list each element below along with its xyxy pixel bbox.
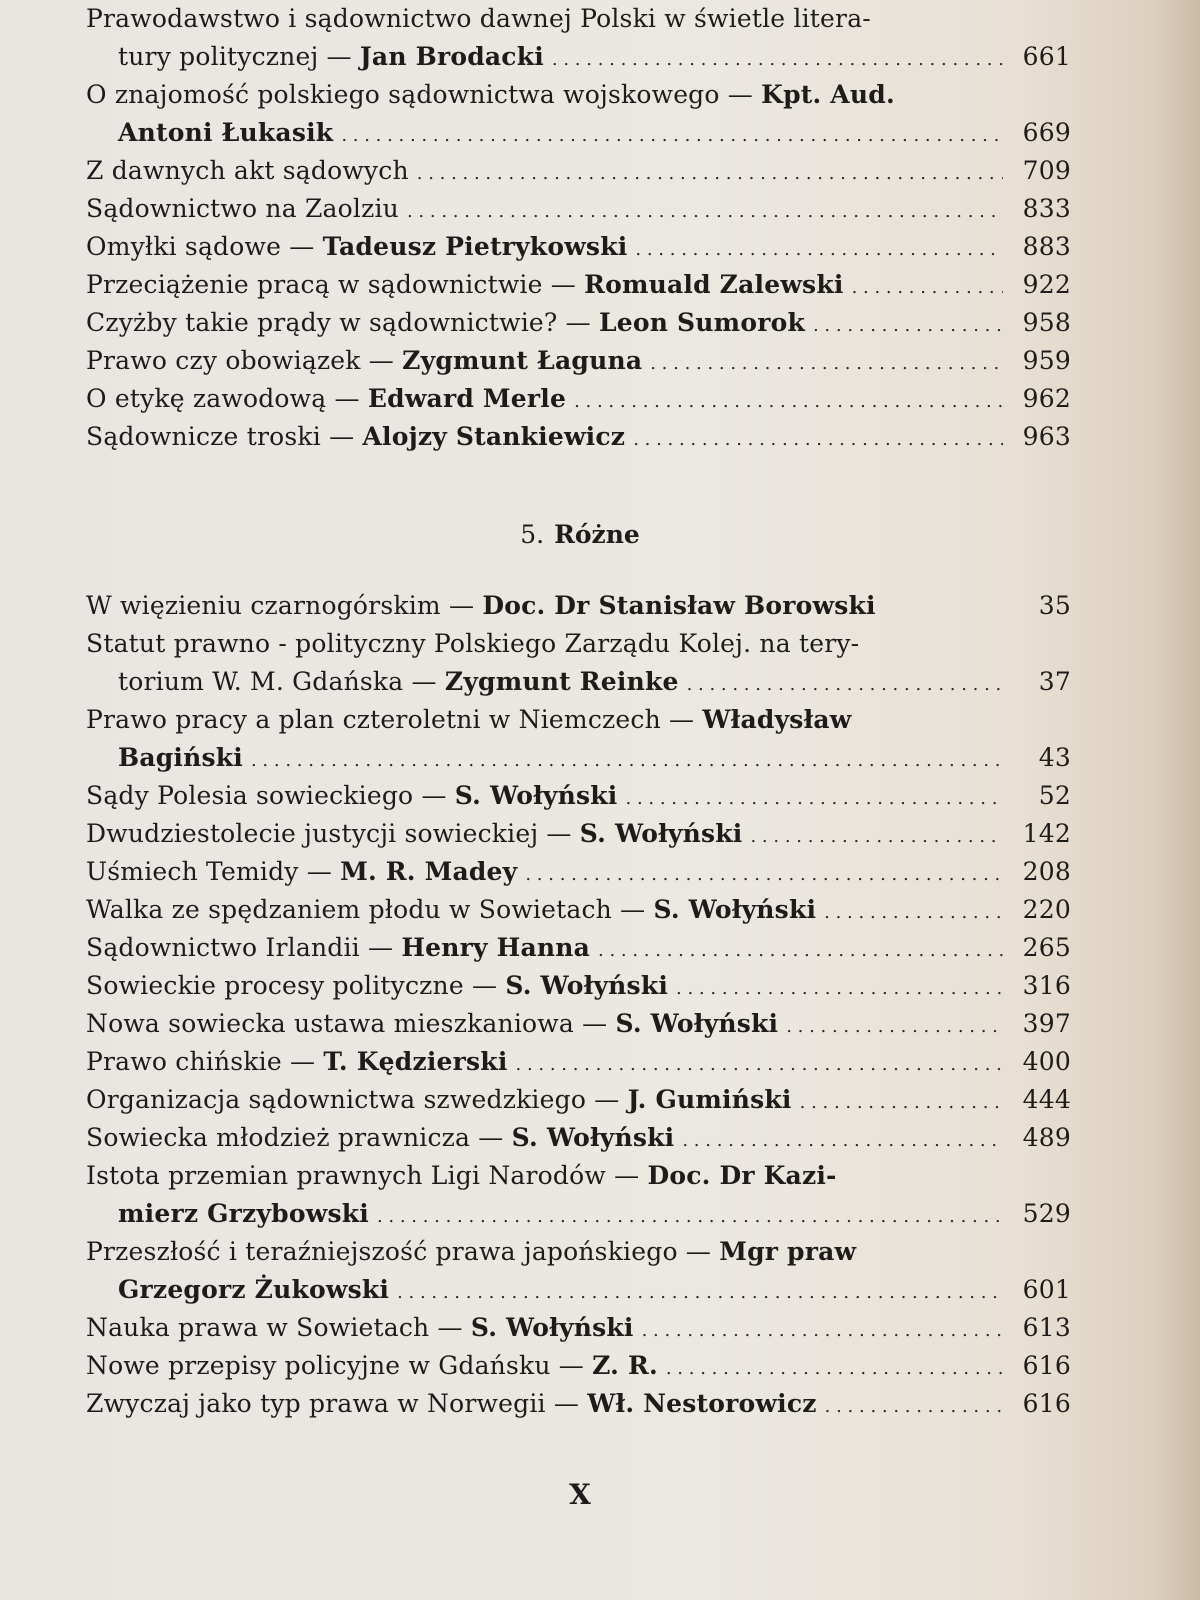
entry-author: Bagiński — [118, 743, 243, 772]
entry-page-number: 922 — [1022, 270, 1071, 299]
entry-title — [86, 190, 399, 228]
dot-leader — [825, 1388, 1003, 1426]
entry-page-number: 208 — [1022, 857, 1071, 886]
entry-title — [86, 1347, 658, 1385]
entry-title-text: Zwyczaj jako typ prawa w Norwegii — — [86, 1389, 588, 1418]
entry-title — [86, 1005, 778, 1043]
toc-entry-line — [86, 228, 1071, 266]
dot-leader — [800, 1084, 1003, 1122]
entry-page-number: 709 — [1022, 156, 1071, 185]
entry-author: Tadeusz Pietrykowski — [322, 232, 628, 261]
dot-leader — [552, 41, 1003, 79]
toc-entry-line — [86, 777, 1071, 815]
dot-leader — [666, 1350, 1003, 1388]
entry-page-number: 616 — [1022, 1389, 1071, 1418]
toc-entry — [86, 1005, 1071, 1043]
entry-author: Mgr praw — [719, 1237, 857, 1266]
entry-title — [86, 853, 517, 891]
dot-leader — [813, 307, 1003, 345]
entry-title-text: Prawo pracy a plan czteroletni w Niemczech — — [86, 705, 703, 734]
entry-author: Z. R. — [592, 1351, 658, 1380]
dot-leader — [750, 818, 1003, 856]
entry-page-number: 52 — [1038, 781, 1071, 810]
toc-entry-line — [86, 1309, 1071, 1347]
dot-leader — [687, 666, 1003, 704]
entry-title — [86, 587, 876, 625]
toc-entry — [86, 228, 1071, 266]
toc-entry-line — [86, 266, 1071, 304]
entry-title-text: Istota przemian prawnych Ligi Narodów — — [86, 1161, 648, 1190]
entry-author: Edward Merle — [367, 384, 567, 413]
entry-author: Jan Brodacki — [359, 42, 544, 71]
toc-entry-line — [86, 38, 1071, 76]
toc-section-4-list — [86, 0, 1071, 456]
dot-leader — [633, 421, 1003, 459]
entry-page-number: 833 — [1022, 194, 1071, 223]
entry-title — [86, 380, 566, 418]
entry-title-text: Sowieckie procesy polityczne — — [86, 971, 506, 1000]
entry-title-text: tury politycznej — — [118, 42, 360, 71]
dot-leader — [251, 742, 1003, 780]
entry-title — [86, 266, 844, 304]
toc-entry-line — [86, 967, 1071, 1005]
entry-title — [86, 304, 805, 342]
toc-entry-line — [86, 929, 1071, 967]
entry-author: M. R. Madey — [340, 857, 518, 886]
entry-page-number: 963 — [1022, 422, 1071, 451]
entry-title — [86, 1119, 674, 1157]
entry-title-text: Nowe przepisy policyjne w Gdańsku — — [86, 1351, 593, 1380]
entry-title — [86, 929, 590, 967]
entry-author: Władysław — [702, 705, 852, 734]
entry-page-number: 489 — [1022, 1123, 1071, 1152]
entry-title — [86, 777, 618, 815]
toc-entry-line — [86, 152, 1071, 190]
entry-author: S. Wołyński — [470, 1313, 634, 1342]
toc-entry-line — [86, 76, 1071, 114]
entry-page-number: 400 — [1022, 1047, 1071, 1076]
toc-entry-line — [86, 1347, 1071, 1385]
entry-page-number: 661 — [1022, 42, 1071, 71]
toc-entry-line — [86, 1119, 1071, 1157]
entry-title-text: Nowa sowiecka ustawa mieszkaniowa — — [86, 1009, 616, 1038]
entry-title-text: Nauka prawa w Sowietach — — [86, 1313, 471, 1342]
dot-leader — [650, 345, 1003, 383]
toc-entry — [86, 1081, 1071, 1119]
entry-title-text: Statut prawno - polityczny Polskiego Zarządu Kolej. na tery- — [86, 629, 860, 658]
entry-title — [86, 815, 742, 853]
entry-page-number: 220 — [1022, 895, 1071, 924]
entry-author: Kpt. Aud. — [761, 80, 895, 109]
dot-leader — [377, 1198, 1003, 1236]
entry-page-number: 37 — [1038, 667, 1071, 696]
entry-page-number: 35 — [1038, 591, 1071, 620]
dot-leader — [574, 383, 1003, 421]
entry-title-text: Prawodawstwo i sądownictwo dawnej Polski w świetle litera- — [86, 4, 871, 33]
section-heading — [0, 520, 1160, 549]
entry-page-number: 959 — [1022, 346, 1071, 375]
entry-author: Grzegorz Żukowski — [118, 1275, 390, 1304]
toc-entry-line — [86, 1233, 1071, 1271]
toc-entry-line — [86, 1195, 1071, 1233]
toc-entry — [86, 1309, 1071, 1347]
toc-entry-line — [86, 342, 1071, 380]
entry-title — [118, 1195, 369, 1233]
entry-title — [86, 418, 625, 456]
section-number: 5. — [520, 520, 545, 549]
dot-leader — [407, 193, 1003, 231]
entry-title-text: Prawo czy obowiązek — — [86, 346, 403, 375]
toc-entry-line — [86, 739, 1071, 777]
entry-title — [118, 1271, 389, 1309]
entry-title — [86, 1043, 508, 1081]
toc-entry — [86, 1043, 1071, 1081]
entry-page-number: 316 — [1022, 971, 1071, 1000]
entry-author: Doc. Dr Kazi- — [647, 1161, 837, 1190]
entry-page-number: 613 — [1022, 1313, 1071, 1342]
toc-entry — [86, 418, 1071, 456]
entry-title-text: Dwudziestolecie justycji sowieckiej — — [86, 819, 580, 848]
toc-entry-line — [86, 1043, 1071, 1081]
toc-entry-line — [86, 853, 1071, 891]
dot-leader — [417, 155, 1003, 193]
toc-entry — [86, 152, 1071, 190]
toc-entry — [86, 304, 1071, 342]
toc-entry-line — [86, 1081, 1071, 1119]
entry-title-text: Przeszłość i teraźniejszość prawa japońskiego — — [86, 1237, 720, 1266]
dot-leader — [676, 970, 1003, 1008]
entry-author: Zygmunt Reinke — [444, 667, 679, 696]
entry-title-text: Przeciążenie pracą w sądownictwie — — [86, 270, 585, 299]
entry-title — [86, 1385, 817, 1423]
entry-title-text: Prawo chińskie — — [86, 1047, 324, 1076]
entry-author: T. Kędzierski — [323, 1047, 508, 1076]
entry-author: S. Wołyński — [511, 1123, 675, 1152]
entry-page-number: 397 — [1022, 1009, 1071, 1038]
dot-leader — [824, 894, 1003, 932]
entry-title-text: Czyżby takie prądy w sądownictwie? — — [86, 308, 600, 337]
toc-entry — [86, 967, 1071, 1005]
toc-entry-line — [86, 1157, 1071, 1195]
toc-entry-line — [86, 815, 1071, 853]
dot-leader — [626, 780, 1004, 818]
entry-title — [86, 342, 642, 380]
entry-title — [118, 114, 333, 152]
toc-entry — [86, 815, 1071, 853]
entry-title-text: Walka ze spędzaniem płodu w Sowietach — — [86, 895, 654, 924]
entry-title — [86, 625, 859, 663]
toc-entry — [86, 1157, 1071, 1233]
entry-title — [86, 1081, 792, 1119]
section-title: Różne — [554, 520, 640, 549]
entry-author: S. Wołyński — [505, 971, 669, 1000]
toc-entry — [86, 853, 1071, 891]
entry-title — [86, 891, 816, 929]
dot-leader — [598, 932, 1003, 970]
toc-entry — [86, 625, 1071, 701]
entry-title-text: Uśmiech Temidy — — [86, 857, 341, 886]
entry-title-text: torium W. M. Gdańska — — [118, 667, 445, 696]
toc-entry — [86, 190, 1071, 228]
dot-leader — [682, 1122, 1003, 1160]
entry-page-number: 616 — [1022, 1351, 1071, 1380]
toc-entry-line — [86, 701, 1071, 739]
entry-title-text: Sądownictwo na Zaolziu — [86, 194, 399, 223]
toc-entry — [86, 266, 1071, 304]
entry-author: mierz Grzybowski — [118, 1199, 369, 1228]
entry-title — [118, 739, 243, 777]
toc-entry — [86, 0, 1071, 76]
entry-title — [86, 228, 627, 266]
entry-page-number: 958 — [1022, 308, 1071, 337]
entry-author: S. Wołyński — [579, 819, 743, 848]
toc-entry-line — [86, 663, 1071, 701]
toc-entry-line — [86, 587, 1071, 625]
entry-title — [86, 0, 871, 38]
dot-leader — [852, 269, 1003, 307]
dot-leader — [635, 231, 1003, 269]
entry-author: Wł. Nestorowicz — [587, 1389, 817, 1418]
dot-leader — [341, 117, 1003, 155]
entry-page-number: 883 — [1022, 232, 1071, 261]
toc-entry-line — [86, 190, 1071, 228]
entry-author: S. Wołyński — [454, 781, 618, 810]
entry-page-number: 265 — [1022, 933, 1071, 962]
toc-entry — [86, 1233, 1071, 1309]
entry-title — [118, 38, 544, 76]
entry-title-text: Omyłki sądowe — — [86, 232, 323, 261]
toc-entry — [86, 929, 1071, 967]
entry-title-text: Sowiecka młodzież prawnicza — — [86, 1123, 512, 1152]
dot-leader — [786, 1008, 1003, 1046]
entry-title-text: Sądownictwo Irlandii — — [86, 933, 402, 962]
toc-entry — [86, 1119, 1071, 1157]
entry-title — [86, 967, 668, 1005]
entry-page-number: 142 — [1022, 819, 1071, 848]
entry-author: J. Gumiński — [627, 1085, 792, 1114]
entry-title — [86, 701, 852, 739]
entry-author: Antoni Łukasik — [118, 118, 334, 147]
entry-title-text: Sądy Polesia sowieckiego — — [86, 781, 455, 810]
toc-entry — [86, 777, 1071, 815]
toc-entry — [86, 342, 1071, 380]
toc-entry-line — [86, 891, 1071, 929]
dot-leader — [516, 1046, 1003, 1084]
dot-leader — [642, 1312, 1003, 1350]
toc-entry-line — [86, 304, 1071, 342]
toc-section-5-list — [86, 587, 1071, 1423]
toc-entry — [86, 587, 1071, 625]
toc-entry — [86, 1347, 1071, 1385]
entry-title — [86, 1157, 837, 1195]
entry-title — [86, 1233, 856, 1271]
toc-entry-line — [86, 625, 1071, 663]
entry-title-text: Sądownicze troski — — [86, 422, 363, 451]
dot-leader — [525, 856, 1003, 894]
toc-entry-line — [86, 1005, 1071, 1043]
entry-page-number: 962 — [1022, 384, 1071, 413]
entry-author: Romuald Zalewski — [584, 270, 844, 299]
entry-title-text: O znajomość polskiego sądownictwa wojskowego — — [86, 80, 762, 109]
entry-author: Doc. Dr Stanisław Borowski — [482, 591, 876, 620]
entry-author: Zygmunt Łaguna — [402, 346, 643, 375]
toc-entry-line — [86, 1385, 1071, 1423]
entry-page-number: 669 — [1022, 118, 1071, 147]
entry-page-number: 529 — [1022, 1199, 1071, 1228]
toc-entry — [86, 1385, 1071, 1423]
page-folio: X — [569, 1478, 591, 1511]
toc-entry — [86, 701, 1071, 777]
toc-entry-line — [86, 114, 1071, 152]
entry-title-text: O etykę zawodową — — [86, 384, 368, 413]
entry-title — [86, 152, 409, 190]
entry-author: Alojzy Stankiewicz — [362, 422, 626, 451]
toc-entry — [86, 891, 1071, 929]
toc-entry — [86, 76, 1071, 152]
entry-author: S. Wołyński — [615, 1009, 779, 1038]
entry-author: Henry Hanna — [401, 933, 591, 962]
entry-title-text: Organizacja sądownictwa szwedzkiego — — [86, 1085, 628, 1114]
toc-entry-line — [86, 1271, 1071, 1309]
toc-entry-line — [86, 380, 1071, 418]
entry-title-text: W więzieniu czarnogórskim — — [86, 591, 483, 620]
toc-entry-line — [86, 418, 1071, 456]
entry-title-text: Z dawnych akt sądowych — [86, 156, 409, 185]
entry-title — [86, 1309, 634, 1347]
toc-entry-line — [86, 0, 1071, 38]
entry-title — [86, 76, 895, 114]
toc-entry — [86, 380, 1071, 418]
entry-page-number: 601 — [1022, 1275, 1071, 1304]
entry-author: S. Wołyński — [653, 895, 817, 924]
entry-page-number: 43 — [1038, 743, 1071, 772]
entry-page-number: 444 — [1022, 1085, 1071, 1114]
entry-title — [118, 663, 679, 701]
dot-leader — [397, 1274, 1003, 1312]
entry-author: Leon Sumorok — [599, 308, 805, 337]
